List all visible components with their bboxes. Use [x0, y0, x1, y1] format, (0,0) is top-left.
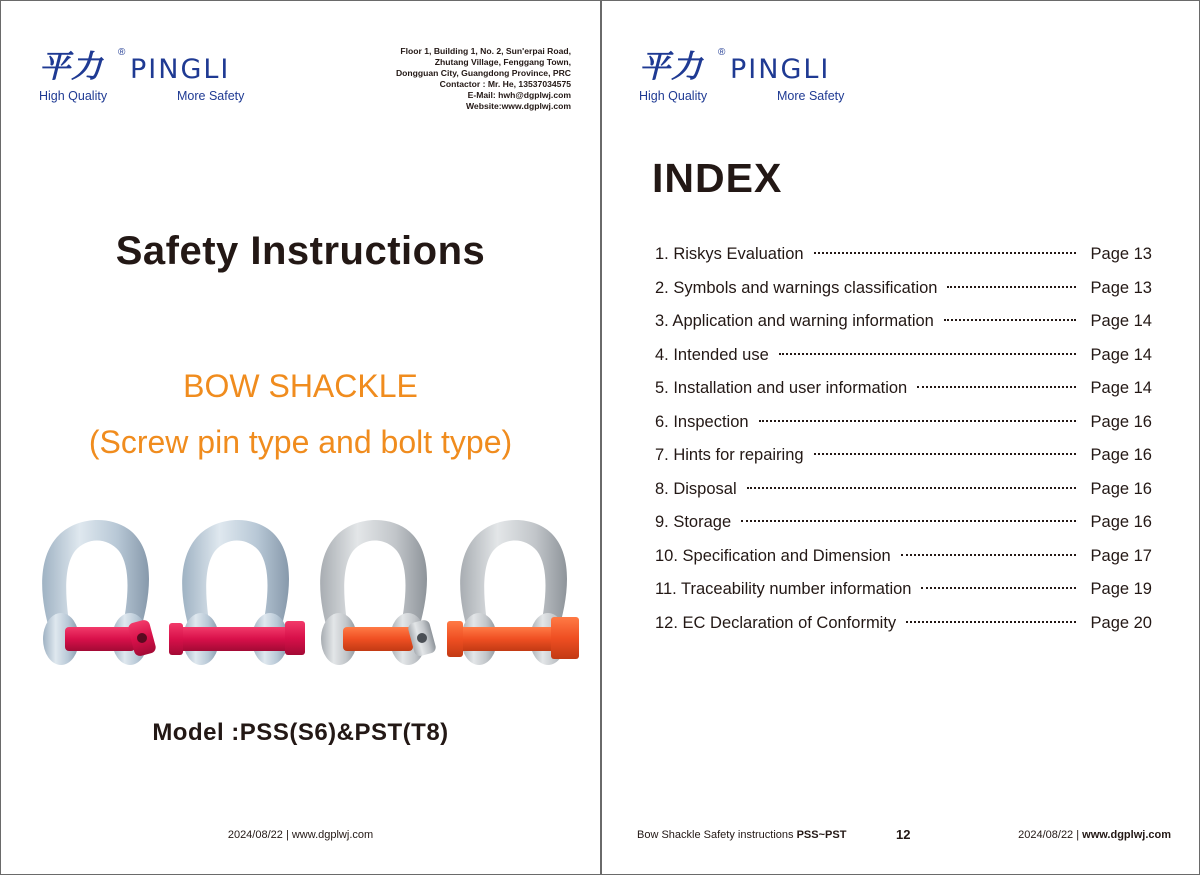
footer-doc-model: PSS~PST [796, 829, 847, 841]
contact-line: Contactor : Mr. He, 13537034575 [439, 79, 571, 89]
footer-date-website [1018, 829, 1171, 841]
toc-entry[interactable] [655, 614, 1152, 648]
shackle-product-photos [29, 517, 581, 677]
shackle-3-screw-pin [320, 520, 437, 665]
toc-entry-label: 7. Hints for repairing [655, 446, 804, 464]
tagline-quality: High Quality [39, 89, 108, 103]
toc-entry-page: Page 17 [1090, 546, 1152, 565]
toc-entry-label: 2. Symbols and warnings classification [655, 278, 938, 297]
logo-english-name: PINGLI [130, 54, 231, 85]
toc-entry-page: Page 13 [1090, 278, 1152, 297]
shackle-2-bolt [169, 520, 305, 665]
address-line: Floor 1, Building 1, No. 2, Sun'erpai Road, [400, 46, 571, 56]
toc-entry[interactable] [655, 279, 1152, 313]
registered-mark: ® [718, 47, 726, 58]
toc-entry[interactable] [655, 480, 1152, 514]
toc-leader-dots [814, 252, 1076, 254]
tagline-quality: High Quality [639, 89, 708, 103]
logo-chinese-name: 平力 [639, 49, 703, 85]
company-address [396, 46, 571, 112]
email-line: E-Mail: hwh@dgplwj.com [467, 90, 571, 100]
toc-entry-label: 6. Inspection [655, 412, 749, 431]
toc-entry-page: Page 14 [1090, 312, 1152, 330]
address-line: Zhutang Village, Fenggang Town, [434, 57, 571, 67]
toc-entry-page: Page 14 [1090, 345, 1152, 364]
product-subtitle: (Screw pin type and bolt type) [88, 424, 513, 460]
toc-entry[interactable] [655, 513, 1152, 547]
tagline-safety: More Safety [777, 89, 845, 103]
toc-leader-dots [759, 420, 1076, 422]
footer-date: 2024/08/22 [1018, 829, 1074, 841]
model-number: Model :PSS(S6)&PST(T8) [152, 719, 449, 746]
cover-page [1, 1, 600, 874]
toc-leader-dots [906, 621, 1076, 623]
toc-entry-label: 4. Intended use [655, 345, 769, 364]
toc-entry-label: 9. Storage [655, 513, 732, 531]
toc-entry[interactable] [655, 413, 1152, 447]
toc-entry[interactable] [655, 446, 1152, 480]
toc-entry-label: 1. Riskys Evaluation [655, 245, 804, 263]
address-line: Dongguan City, Guangdong Province, PRC [395, 68, 571, 78]
brand-logo [39, 47, 259, 107]
toc-entry[interactable] [655, 245, 1152, 279]
toc-leader-dots [741, 520, 1076, 522]
toc-entry-label: 5. Installation and user information [655, 379, 908, 397]
toc-leader-dots [921, 587, 1076, 589]
footer-website: www.dgplwj.com [1082, 829, 1171, 841]
logo-chinese-name: 平力 [39, 49, 103, 85]
page-number: 12 [896, 827, 911, 842]
table-of-contents [655, 245, 1152, 647]
tagline-safety: More Safety [177, 89, 245, 103]
toc-entry-page: Page 16 [1090, 412, 1152, 431]
toc-entry-page: Page 14 [1090, 379, 1152, 397]
website-line: Website:www.dgplwj.com [465, 101, 571, 111]
toc-entry[interactable] [655, 580, 1152, 614]
index-page [602, 1, 1199, 874]
registered-mark: ® [118, 47, 126, 58]
toc-entry[interactable] [655, 346, 1152, 380]
shackle-4-bolt [447, 520, 579, 665]
brand-logo [639, 47, 859, 107]
footer-separator: | [1076, 829, 1080, 841]
toc-entry-label: 3. Application and warning information [655, 312, 934, 330]
cover-title: Safety Instructions [115, 229, 486, 273]
footer-doc-title: Bow Shackle Safety instructions [637, 829, 794, 841]
toc-leader-dots [747, 487, 1076, 489]
toc-entry[interactable] [655, 379, 1152, 413]
logo-english-name: PINGLI [730, 54, 831, 85]
toc-entry-label: 8. Disposal [655, 479, 737, 498]
toc-entry-page: Page 16 [1090, 446, 1152, 464]
toc-entry-page: Page 20 [1090, 613, 1152, 632]
toc-leader-dots [917, 386, 1076, 388]
toc-leader-dots [947, 286, 1076, 288]
toc-leader-dots [779, 353, 1076, 355]
toc-entry-label: 11. Traceability number information [655, 580, 912, 598]
toc-entry-label: 10. Specification and Dimension [655, 546, 891, 565]
toc-entry-page: Page 16 [1090, 513, 1152, 531]
toc-leader-dots [814, 453, 1076, 455]
cover-footer: 2024/08/22 | www.dgplwj.com [227, 829, 374, 841]
toc-entry-page: Page 13 [1090, 245, 1152, 263]
toc-entry[interactable] [655, 312, 1152, 346]
shackle-1-screw-pin [42, 520, 157, 665]
toc-entry-page: Page 16 [1090, 479, 1152, 498]
toc-entry-label: 12. EC Declaration of Conformity [655, 613, 897, 632]
product-name: BOW SHACKLE [183, 368, 418, 404]
index-title: INDEX [652, 155, 783, 201]
toc-entry-page: Page 19 [1090, 580, 1152, 598]
footer-document-title [637, 829, 846, 841]
toc-leader-dots [944, 319, 1076, 321]
toc-leader-dots [901, 554, 1076, 556]
toc-entry[interactable] [655, 547, 1152, 581]
